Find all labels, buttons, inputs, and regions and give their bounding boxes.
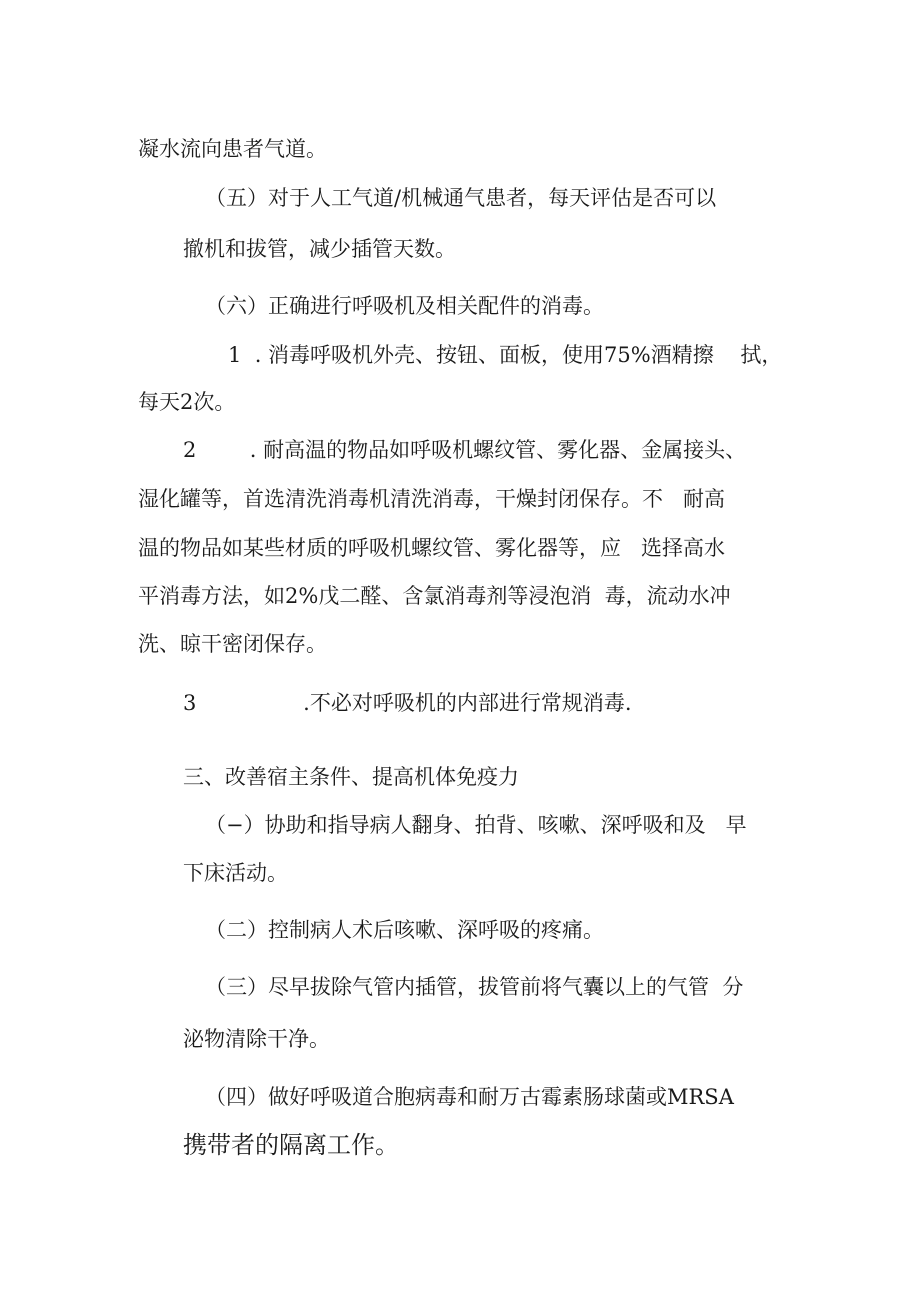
text-line: 湿化罐等，首选清洗消毒机清洗消毒，干燥封闭保存。不 耐高 [138, 487, 726, 511]
text-line: （二）控制病人术后咳嗽、深呼吸的疼痛。 [205, 918, 604, 942]
text-line: 3 .不必对呼吸机的内部进行常规消毒. [183, 691, 632, 715]
text-line: 2 . 耐高温的物品如呼吸机螺纹管、雾化器、金属接头、 [183, 438, 747, 462]
text-line: （−）协助和指导病人翻身、拍背、咳嗽、深呼吸和及 早 [205, 813, 747, 837]
text-line: 洗、晾干密闭保存。 [138, 632, 327, 656]
text-line: 1 . 消毒呼吸机外壳、按钮、面板，使用75%酒精擦 拭， [228, 343, 783, 367]
text-line: 凝水流向患者气道。 [138, 137, 327, 161]
text-line: （六）正确进行呼吸机及相关配件的消毒。 [205, 294, 604, 318]
text-line: 泌物清除干净。 [183, 1027, 330, 1051]
text-line: （五）对于人工气道/机械通气患者，每天评估是否可以 [205, 186, 717, 210]
section-heading: 三、改善宿主条件、提高机体免疫力 [183, 765, 519, 789]
text-line: （四）做好呼吸道合胞病毒和耐万古霉素肠球菌或MRSA [205, 1085, 734, 1109]
text-line: 撤机和拔管，减少插管天数。 [183, 237, 456, 261]
text-line: 平消毒方法，如2%戊二醛、含氯消毒剂等浸泡消 毒，流动水冲 [138, 584, 731, 608]
text-line: （三）尽早拔除气管内插管，拔管前将气囊以上的气管 分 [205, 975, 744, 999]
text-line: 温的物品如某些材质的呼吸机螺纹管、雾化器等，应 选择高水 [138, 536, 726, 560]
text-line: 携带者的隔离工作。 [183, 1131, 399, 1159]
text-line: 下床活动。 [183, 861, 288, 885]
text-line: 每天2次。 [138, 390, 236, 414]
